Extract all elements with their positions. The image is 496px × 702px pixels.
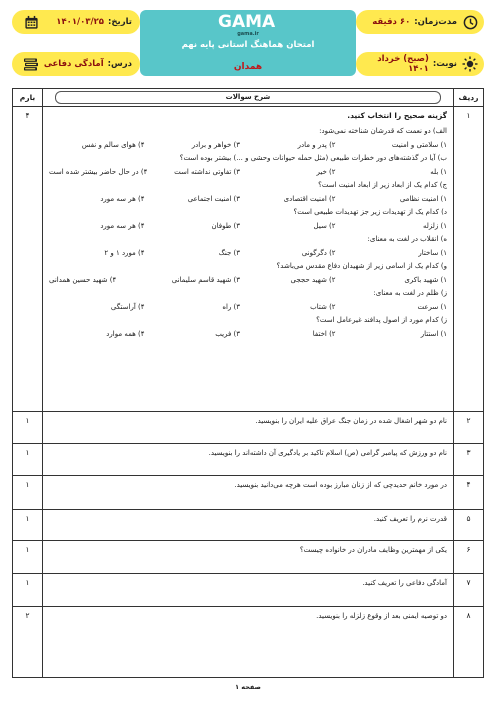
option: ۱) سرعت [417, 302, 447, 311]
option: ۲) پدر و مادر [297, 140, 336, 149]
option: ۲) اختفا [312, 329, 336, 338]
option: ۴) هر سه مورد [100, 221, 145, 230]
option: ۱) بله [430, 167, 447, 176]
exam-title: امتحان هماهنگ استانی پایه نهم [181, 40, 315, 50]
question-row-6 [13, 541, 483, 574]
calendar-icon [23, 14, 39, 30]
header-row-bottom [12, 52, 484, 76]
table-header [13, 89, 483, 107]
duration-label: مدت‌زمان: [414, 17, 457, 27]
question-num: ۶ [453, 541, 483, 573]
option: ۴) هوای سالم و نفس [81, 140, 145, 149]
date-label: تاریخ: [108, 17, 132, 27]
option: ۱) امنیت نظامی [399, 194, 447, 203]
question-mark: ۱ [13, 574, 43, 606]
part-options [49, 247, 447, 261]
clock-icon [462, 14, 478, 30]
books-icon [23, 56, 39, 72]
option: ۳) تفاوتی نداشته است [174, 167, 241, 176]
header-desc-cell [43, 89, 453, 106]
duration-value: ۶۰ دقیقه [372, 17, 411, 27]
date-pill [12, 10, 140, 34]
logo-sub: gama.ir [237, 31, 259, 37]
subject-pill [12, 52, 140, 76]
question-mark: ۱ [13, 510, 43, 540]
logo-text: GAMA [218, 12, 276, 32]
part-stem: ز) ظلم در لغت به معنای: [373, 289, 447, 297]
header-desc: شرح سوالات [55, 91, 441, 104]
session-pill [356, 52, 484, 76]
part-options [49, 220, 447, 234]
sun-icon [462, 56, 478, 72]
question-num: ۵ [453, 510, 483, 540]
part-options [49, 139, 447, 153]
question-title: گزینه صحیح را انتخاب کنید. [347, 111, 447, 120]
option: ۲) خیر [316, 167, 336, 176]
option: ۲) شتاب [310, 302, 336, 311]
option: ۳) امنیت اجتماعی [187, 194, 241, 203]
question-text: نام دو ورزش که پیامبر گرامی (ص) اسلام تاکید بر یادگیری آن داشته‌اند را بنویسید. [208, 449, 447, 457]
questions-table [12, 88, 484, 678]
question-text: دو توصیه ایمنی بعد از وقوع زلزله را بنویسید. [316, 612, 447, 620]
question-row-7 [13, 574, 483, 607]
option: ۳) شهید قاسم سلیمانی [171, 275, 241, 284]
subject-label: درس: [107, 59, 132, 69]
question-row-3 [13, 444, 483, 476]
part-stem: ب) آیا در گذشته‌های دور خطرات طبیعی (مثل حمله حیوانات وحشی و ...) بیشتر بوده است؟ [179, 154, 447, 162]
option: ۴) همه موارد [106, 329, 145, 338]
question-mark: ۱ [13, 541, 43, 573]
duration-pill [356, 10, 484, 34]
part-stem: و) کدام یک از اسامی زیر از شهیدان دفاع مقدس می‌باشد؟ [276, 262, 447, 270]
option: ۳) طوفان [211, 221, 241, 230]
option: ۲) دگرگونی [301, 248, 336, 257]
option: ۱) سلامتی و امنیت [391, 140, 447, 149]
page-footer: صفحه ۱ [235, 683, 261, 691]
question-mark: ۲ [13, 607, 43, 677]
part-stem: ج) کدام یک از ابعاد زیر از ابعاد امنیت است؟ [318, 181, 447, 189]
part-options [49, 301, 447, 315]
question-num: ۳ [453, 444, 483, 475]
question-num: ۱ [453, 107, 483, 411]
question-mark: ۱ [13, 476, 43, 509]
question-num: ۲ [453, 412, 483, 443]
part-options [49, 193, 447, 207]
part-options [49, 328, 447, 342]
option: ۳) راه [222, 302, 241, 311]
question-row-1 [13, 107, 483, 412]
header-num: ردیف [453, 89, 483, 106]
part-stem: ه) انقلاب در لغت به معنای: [367, 235, 447, 243]
part-options [49, 274, 447, 288]
question-text: در مورد خانم حدیدچی که از زنان مبارز بوده است هرچه می‌دانید بنویسید. [234, 481, 447, 489]
question-num: ۷ [453, 574, 483, 606]
session-value: (صبح) خرداد ۱۴۰۱ [377, 54, 429, 74]
option: ۲) امنیت اقتصادی [283, 194, 336, 203]
subject-value: آمادگی دفاعی [43, 59, 104, 69]
option: ۴) در حال حاضر بیشتر شده است [49, 167, 148, 176]
question-text: یکی از مهمترین وظایف مادران در خانواده چیست؟ [299, 546, 447, 554]
question-body [43, 107, 453, 411]
option: ۳) فریب [215, 329, 241, 338]
option: ۴) مورد ۱ و ۲ [104, 248, 145, 257]
option: ۱) شهید باکری [404, 275, 447, 284]
option: ۴) آراستگی [110, 302, 145, 311]
session-label: نوبت: [432, 59, 457, 69]
option: ۲) سیل [313, 221, 336, 230]
part-stem: د) کدام یک از تهدیدات زیر جز تهدیدات طبیعی است؟ [293, 208, 447, 216]
question-num: ۸ [453, 607, 483, 677]
part-options [49, 166, 447, 180]
option: ۱) ساختار [418, 248, 447, 257]
part-stem: ز) کدام مورد از اصول پدافند غیرعامل است؟ [316, 316, 447, 324]
question-row-2 [13, 412, 483, 444]
gama-logo [210, 13, 286, 35]
question-text: نام دو شهر اشغال شده در زمان جنگ عراق علیه ایران را بنویسید. [255, 417, 447, 425]
date-value: ۱۴۰۱/۰۳/۲۵ [56, 17, 104, 27]
option: ۴) شهید حسین همدانی [49, 275, 117, 284]
question-text: قدرت نرم را تعریف کنید. [373, 515, 447, 523]
header-mark: بارم [13, 89, 43, 106]
option: ۱) زلزله [423, 221, 447, 230]
option: ۲) شهید حججی [290, 275, 336, 284]
question-num: ۴ [453, 476, 483, 509]
option: ۳) جنگ [218, 248, 241, 257]
option: ۳) خواهر و برادر [191, 140, 241, 149]
question-mark: ۴ [13, 107, 43, 411]
option: ۱) استتار [420, 329, 447, 338]
question-mark: ۱ [13, 444, 43, 475]
question-row-5 [13, 510, 483, 541]
part-stem: الف) دو نعمت که قدرشان شناخته نمی‌شود: [319, 127, 447, 135]
question-row-8 [13, 607, 483, 677]
city-name: همدان [233, 62, 263, 72]
option: ۴) هر سه مورد [100, 194, 145, 203]
question-text: آمادگی دفاعی را تعریف کنید. [362, 579, 447, 587]
question-row-4 [13, 476, 483, 510]
question-mark: ۱ [13, 412, 43, 443]
